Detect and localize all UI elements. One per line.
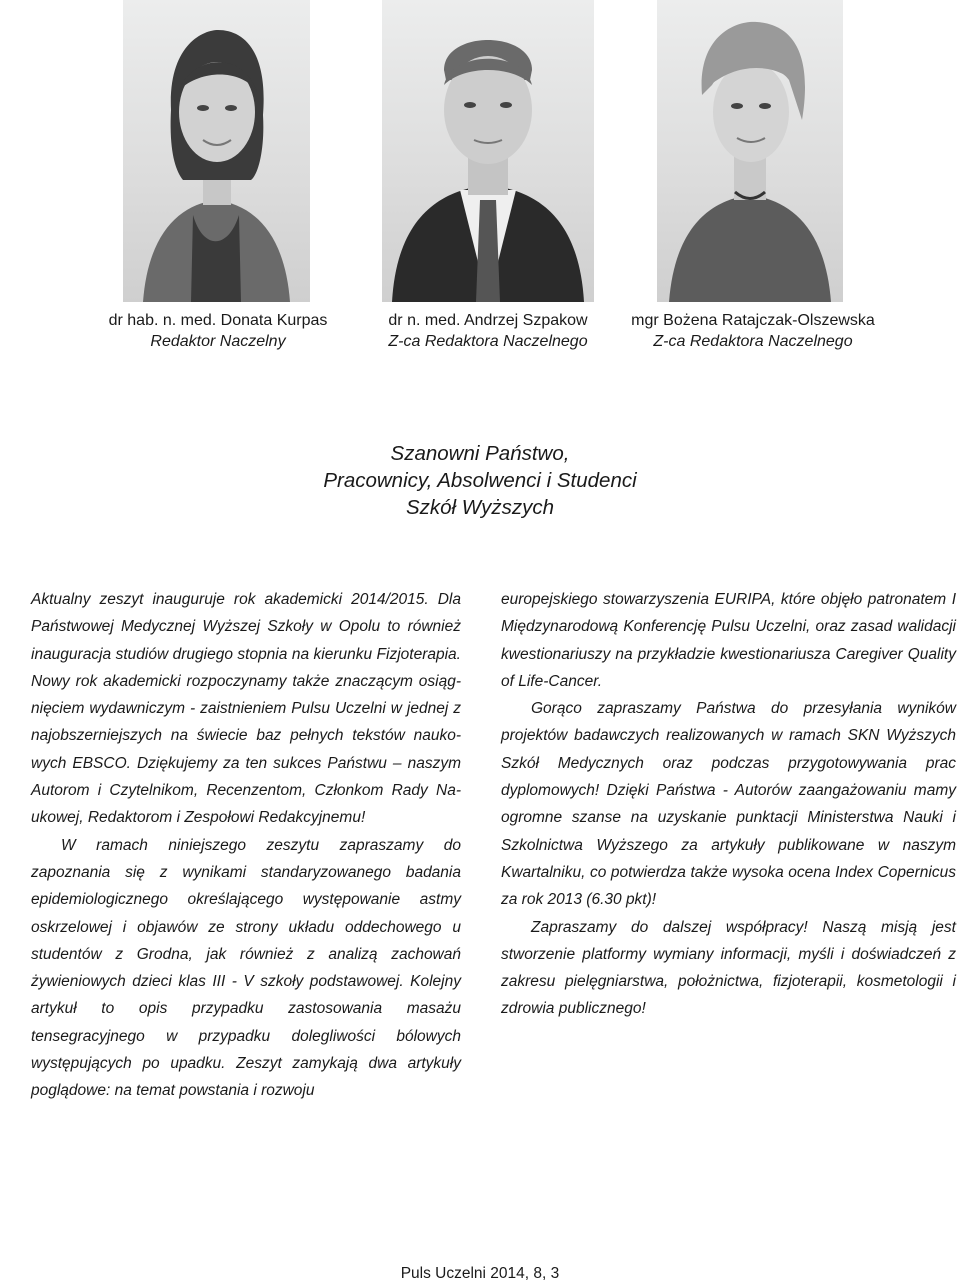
body-paragraph: W ramach niniejszego zeszytu zapraszamy do zapoznania się z wynikami standaryzowanego badania epidemiologicznego określającego występowanie astmy oskrzelowej i objawów ze strony układu oddechowego u studentów z Grodna, jak również z analizą zachowań żywieniowych dzieci klas III - V szkoły podstawowej. Kolejny artykuł to opis przypadku zastosowania masażu tensegracyjnego w przypadku dolegliwości bólowych występujących po upadku. Zeszyt zamykają dwa artykuły poglądowe: na temat powstania i rozwoju: [31, 836, 461, 1100]
portrait-photo-editor-2: [382, 0, 594, 302]
greeting-line: Szkół Wyższych: [405, 496, 555, 519]
page-footer: Puls Uczelni 2014, 8, 3: [400, 1265, 560, 1282]
greeting-line: Pracownicy, Absolwenci i Studenci: [323, 469, 637, 492]
portrait-photo-editor-1: [123, 0, 310, 302]
editor-name: dr n. med. Andrzej Szpakow: [388, 312, 588, 329]
editor-role: Redaktor Naczelny: [150, 333, 286, 350]
editor-role: Z-ca Redaktora Naczelnego: [388, 333, 588, 350]
body-column-right: [501, 586, 956, 1023]
greeting-line: Szanowni Państwo,: [390, 442, 570, 465]
body-paragraph: Aktualny zeszyt inauguruje rok akademicki 2014/2015. Dla Państwowej Medycznej Wyższej Szkoły w Opolu to również inauguracja studiów drugiego stopnia na kierunku Fizjoterapia. Nowy rok akademicki rozpoczynamy także znaczącym osiągnięciem wydawniczym - zaistnieniem Pulsu Uczelni w jednej z najobszerniejszych na świecie baz pełnych tekstów naukowych EBSCO. Dziękujemy za ten sukces Państwu – naszym Autorom i Czytelnikom, Recenzentom, Członkom Rady Naukowej, Redaktorom i Zespołowi Redakcyjnemu!: [31, 591, 461, 827]
portrait-photo-editor-3: [657, 0, 843, 302]
editor-role: Z-ca Redaktora Naczelnego: [653, 333, 853, 350]
body-paragraph: Gorąco zapraszamy Państwa do przesyłania wyników projektów badawczych realizowanych w ramach SKN Wyższych Szkół Medycznych oraz podczas przygotowywania prac dyplomowych! Dzięki Państwa - Autorów zaangażowaniu mamy ogromne szanse na uzyskanie punktacji Ministerstwa Nauki i Szkolnictwa Wyższego za artykuły publikowane w naszym Kwartalniku, co potwierdza także wysoka ocena Index Copernicus za rok 2013 (6.30 pkt)!: [501, 700, 956, 909]
body-column-left: [31, 586, 461, 1105]
editor-name: mgr Bożena Ratajczak-Olszewska: [631, 312, 875, 329]
body-paragraph: Zapraszamy do dalszej współpracy! Naszą misją jest stworzenie platformy wymiany informacji, myśli i doświadczeń z zakresu pielęgniarstwa, położnictwa, fizjoterapii, kosmetologii i zdrowia publicznego!: [501, 918, 956, 1018]
greeting-heading: [0, 440, 960, 521]
editor-caption-3: [615, 310, 891, 352]
editor-name: dr hab. n. med. Donata Kurpas: [108, 312, 328, 329]
editor-caption-1: [108, 310, 328, 352]
editor-caption-2: [370, 310, 606, 352]
body-paragraph: europejskiego stowarzyszenia EURIPA, które objęło patronatem I Międzynarodową Konferencję Pulsu Uczelni, oraz zasad walidacji kwestionariuszy na przykładzie kwestionariusza Caregiver Quality of Life-Cancer.: [501, 591, 956, 690]
